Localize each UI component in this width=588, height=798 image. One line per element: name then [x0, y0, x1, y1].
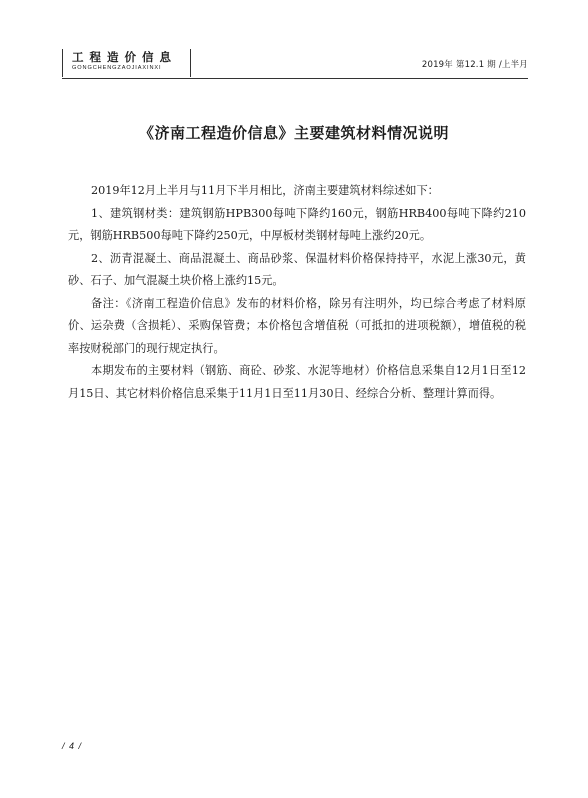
paragraph-steel: 1、建筑钢材类：建筑钢筋HPB300每吨下降约160元，钢筋HRB400每吨下降约210元，钢筋HRB500每吨下降约250元，中厚板材类钢材每吨上涨约20元。: [68, 206, 526, 242]
header-rule: [62, 78, 528, 79]
paragraph-intro: 2019年12月上半月与11月下半月相比，济南主要建筑材料综述如下：: [91, 184, 439, 197]
brand-name-pinyin: GONGCHENGZAOJIAXINXI: [72, 65, 162, 71]
issue-label: 2019年 第12.1 期 /上半月: [421, 60, 528, 70]
paragraph-concrete: 2、沥青混凝土、商品混凝土、商品砂浆、保温材料价格保持持平，水泥上涨30元，黄砂、石子、加气混凝土块价格上涨约15元。: [68, 251, 526, 287]
body-text: [68, 180, 526, 405]
publication-brand: [62, 49, 177, 77]
page-header: [62, 49, 528, 79]
paragraph-collection: 本期发布的主要材料（钢筋、商砼、砂浆、水泥等地材）价格信息采集自12月1日至12月15日、其它材料价格信息采集于11月1日至11月30日、经综合分析、整理计算而得。: [68, 364, 526, 400]
brand-divider: [190, 49, 191, 77]
page-title: 《济南工程造价信息》主要建筑材料情况说明: [138, 124, 449, 142]
page-number: / 4 /: [62, 741, 83, 751]
paragraph-note: 备注：《济南工程造价信息》发布的材料价格，除另有注明外，均已综合考虑了材料原价、运杂费（含损耗）、采购保管费；本价格包含增值税（可抵扣的进项税额），增值税的税率按财税部门的现行规定执行。: [68, 296, 526, 355]
brand-name-chinese: 工程造价信息: [72, 50, 177, 64]
